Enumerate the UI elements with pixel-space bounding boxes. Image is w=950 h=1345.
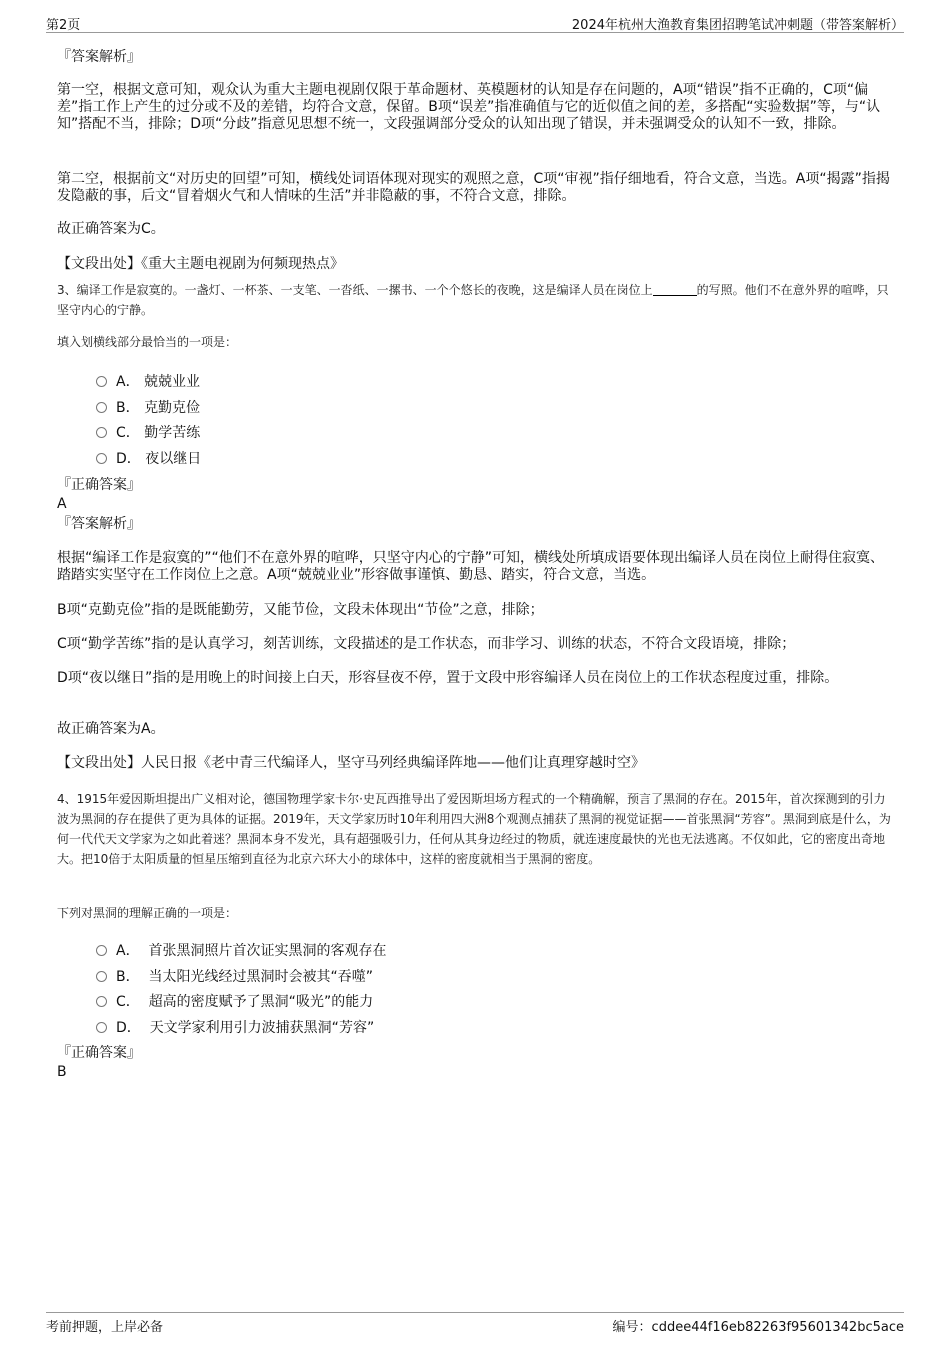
q3-answer-label: 『正确答案』 xyxy=(57,477,141,493)
q3-blank xyxy=(653,295,697,296)
q4-option-d[interactable] xyxy=(96,1017,374,1035)
q4-option-b[interactable] xyxy=(96,966,373,984)
q3-analysis-para-3: C项“勤学苦练”指的是认真学习，刻苦训练，文段描述的是工作状态，而非学习、训练的状态，不符合文段语境，排除； xyxy=(57,636,796,652)
q3-conclusion: 故正确答案为A。 xyxy=(57,721,165,737)
q3-stem-before: 3、编译工作是寂寞的。一盏灯、一杯茶、一支笔、一沓纸、一摞书、一个个悠长的夜晚，这是编译人员在岗位上 xyxy=(57,283,653,297)
q3-source: 【文段出处】人民日报《老中青三代编译人，坚守马列经典编译阵地——他们让真理穿越时空》 xyxy=(57,755,645,771)
option-text: 天文学家利用引力波捕获黑洞“芳容” xyxy=(149,1020,375,1036)
option-text: 超高的密度赋予了黑洞“吸光”的能力 xyxy=(148,994,374,1010)
page-footer xyxy=(46,1312,904,1335)
option-letter: B． xyxy=(116,969,140,985)
q4-answer: B xyxy=(57,1064,67,1080)
q2-analysis-label: 『答案解析』 xyxy=(57,49,141,65)
document-id: 编号：cddee44f16eb82263f95601342bc5ace xyxy=(612,1320,904,1335)
q4-option-c[interactable] xyxy=(96,991,373,1009)
q2-analysis-para-1: 第一空，根据文意可知，观众认为重大主题电视剧仅限于革命题材、英模题材的认知是存在问题的，A项“错误”指不正确的，C项“偏差”指工作上产生的过分或不及的差错，均符合文意，保留。B项“误差”指准确值与它的近似值之间的差，多搭配“实验数据”等，与“认知”搭配不当，排除；D项“分歧”指意见思想不统一，文段强调部分受众的认知出现了错误，并未强调受众的认知不一致，排除。 xyxy=(57,82,881,132)
radio-icon[interactable] xyxy=(96,427,107,438)
q4-stem: 4、1915年爱因斯坦提出广义相对论，德国物理学家卡尔·史瓦西推导出了爱因斯坦场方程式的一个精确解，预言了黑洞的存在。2015年，首次探测到的引力波为黑洞的存在提供了更为具体的证据。2019年，天文学家历时10年利用四大洲8个观测点捕获了黑洞的视觉证据——首张黑洞“芳容”。黑洞到底是什么，为何一代代天文学家为之如此着迷？黑洞本身不发光，具有超强吸引力，任何从其身边经过的物质，就连速度最快的光也无法逃离。不仅如此，它的密度出奇地大。把10倍于太阳质量的恒星压缩到直径为北京六环大小的球体中，这样的密度就相当于黑洞的密度。 xyxy=(57,792,891,866)
radio-icon[interactable] xyxy=(96,376,107,387)
q4-answer-label: 『正确答案』 xyxy=(57,1045,141,1061)
option-text: 克勤克俭 xyxy=(144,400,201,416)
radio-icon[interactable] xyxy=(96,971,107,982)
option-letter: B． xyxy=(116,400,140,416)
option-text: 兢兢业业 xyxy=(144,374,201,390)
radio-icon[interactable] xyxy=(96,402,107,413)
q4-option-a[interactable] xyxy=(96,940,386,958)
footer-slogan: 考前押题，上岸必备 xyxy=(46,1320,164,1335)
option-letter: C． xyxy=(116,425,140,441)
q3-analysis-para-2: B项“克勤克俭”指的是既能勤劳，又能节俭，文段未体现出“节俭”之意，排除； xyxy=(57,602,544,618)
q3-analysis-para-4: D项“夜以继日”指的是用晚上的时间接上白天，形容昼夜不停，置于文段中形容编译人员在岗位上的工作状态程度过重，排除。 xyxy=(57,670,839,686)
q3-analysis-para-1: 根据“编译工作是寂寞的”“他们不在意外界的喧哗，只坚守内心的宁静”可知，横线处所填成语要体现出编译人员在岗位上耐得住寂寞、踏踏实实坚守在工作岗位上之意。A项“兢兢业业”形容做事谨慎、勤恳、踏实，符合文意，当选。 xyxy=(57,550,885,583)
page-number: 第2页 xyxy=(46,18,81,33)
option-text: 夜以继日 xyxy=(145,451,202,467)
option-letter: D． xyxy=(116,1020,141,1036)
option-letter: C． xyxy=(116,994,140,1010)
q3-answer: A xyxy=(57,496,67,512)
q2-analysis-para-2: 第二空，根据前文“对历史的回望”可知，横线处词语体现对现实的观照之意，C项“审视”指仔细地看，符合文意，当选。A项“揭露”指揭发隐蔽的事，后文“冒着烟火气和人情味的生活”并非隐蔽的事，不符合文意，排除。 xyxy=(57,171,890,204)
option-text: 勤学苦练 xyxy=(144,425,201,441)
option-text: 当太阳光线经过黑洞时会被其“吞噬” xyxy=(148,969,374,985)
radio-icon[interactable] xyxy=(96,996,107,1007)
radio-icon[interactable] xyxy=(96,1022,107,1033)
q3-option-d[interactable] xyxy=(96,448,201,466)
option-letter: A． xyxy=(116,943,140,959)
radio-icon[interactable] xyxy=(96,945,107,956)
q3-analysis-label: 『答案解析』 xyxy=(57,516,141,532)
q3-option-b[interactable] xyxy=(96,397,200,415)
option-text: 首张黑洞照片首次证实黑洞的客观存在 xyxy=(148,943,387,959)
radio-icon[interactable] xyxy=(96,453,107,464)
q4-prompt: 下列对黑洞的理解正确的一项是： xyxy=(57,906,238,920)
q3-prompt: 填入划横线部分最恰当的一项是： xyxy=(57,335,238,349)
document-title: 2024年杭州大渔教育集团招聘笔试冲刺题（带答案解析） xyxy=(571,18,904,33)
option-letter: D． xyxy=(116,451,141,467)
q2-source: 【文段出处】《重大主题电视剧为何频现热点》 xyxy=(57,256,344,272)
q3-option-a[interactable] xyxy=(96,371,200,389)
q3-stem-after: 的写照。他们不在意外界的喧哗，只坚守内心的宁静。 xyxy=(57,283,889,317)
option-letter: A． xyxy=(116,374,140,390)
q2-conclusion: 故正确答案为C。 xyxy=(57,221,165,237)
q3-option-c[interactable] xyxy=(96,422,200,440)
page-header xyxy=(46,14,904,33)
q3-stem xyxy=(57,280,895,320)
